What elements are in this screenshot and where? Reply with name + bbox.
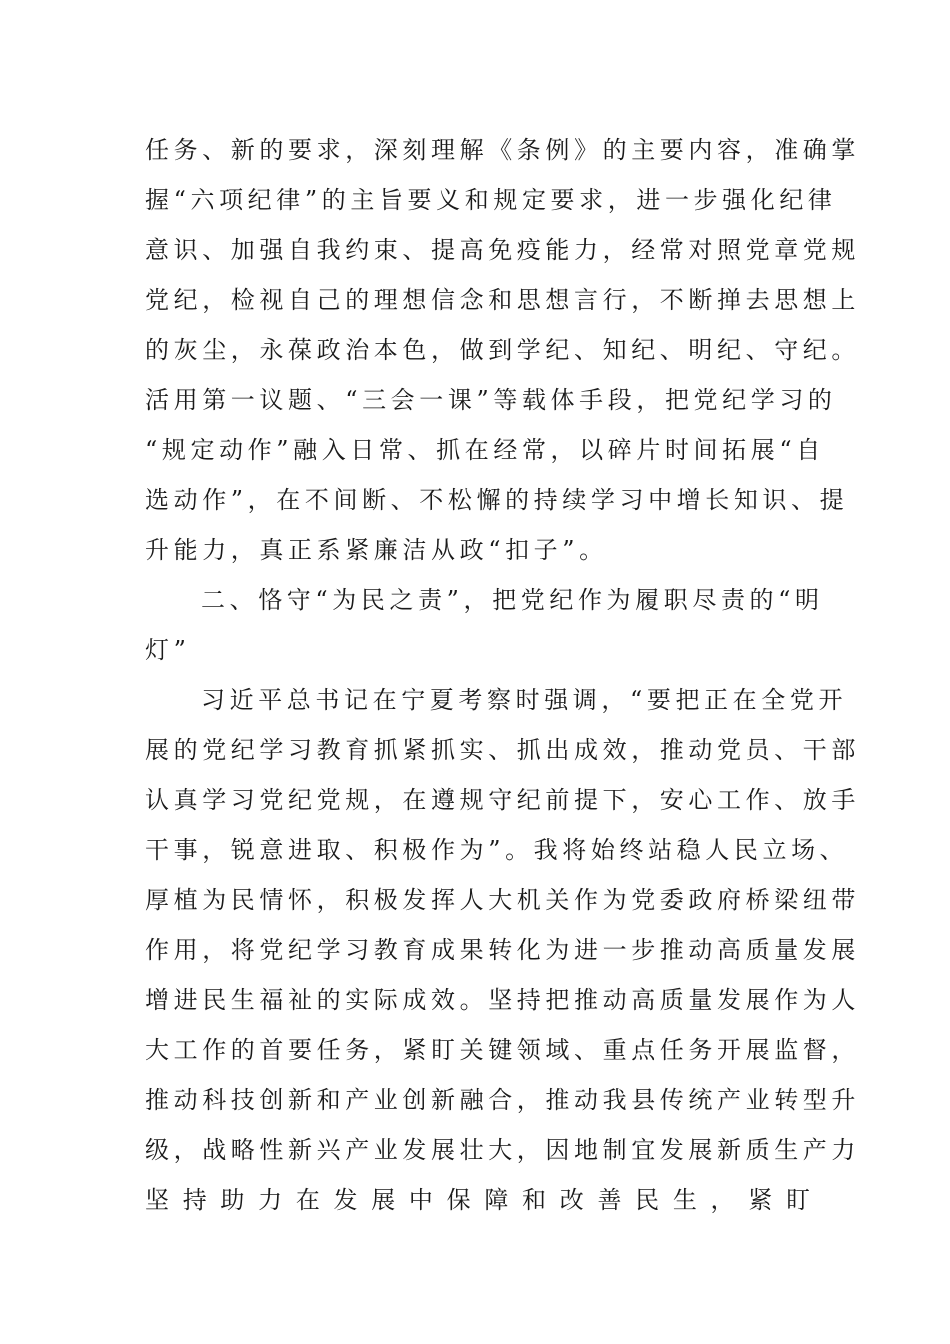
text-line: 认真学习党纪党规，在遵规守纪前提下，安心工作、放手 — [145, 786, 860, 814]
text-line: 习近平总书记在宁夏考察时强调，“要把正在全党开 — [201, 686, 848, 714]
text-line: 作用，将党纪学习教育成果转化为进一步推动高质量发展 — [145, 936, 860, 964]
text-line: 展的党纪学习教育抓紧抓实、抓出成效，推动党员、干部 — [145, 736, 860, 764]
text-line: 任务、新的要求，深刻理解《条例》的主要内容，准确掌 — [145, 136, 860, 164]
section-heading-line: 灯” — [145, 636, 191, 664]
text-line: 活用第一议题、“三会一课”等载体手段，把党纪学习的 — [145, 386, 837, 414]
text-line: “规定动作”融入日常、抓在经常，以碎片时间拓展“自 — [145, 436, 825, 464]
text-line: 大工作的首要任务，紧盯关键领域、重点任务开展监督， — [145, 1036, 860, 1064]
text-line: 增进民生福祉的实际成效。坚持把推动高质量发展作为人 — [145, 986, 860, 1014]
text-line: 党纪，检视自己的理想信念和思想言行，不断掸去思想上 — [145, 286, 860, 314]
text-line: 握“六项纪律”的主旨要义和规定要求，进一步强化纪律 — [145, 186, 837, 214]
text-line: 意识、加强自我约束、提高免疫能力，经常对照党章党规 — [145, 236, 860, 264]
section-heading-line: 二、恪守“为民之责”，把党纪作为履职尽责的“明 — [201, 586, 824, 614]
text-line: 干事，锐意进取、积极作为”。我将始终站稳人民立场、 — [145, 836, 849, 864]
text-line: 选动作”，在不间断、不松懈的持续学习中增长知识、提 — [145, 486, 849, 514]
text-line: 的灰尘，永葆政治本色，做到学纪、知纪、明纪、守纪。 — [145, 336, 860, 364]
text-line: 升能力，真正系紧廉洁从政“扣子”。 — [145, 536, 608, 564]
text-line: 级，战略性新兴产业发展壮大，因地制宜发展新质生产力 — [145, 1136, 860, 1164]
body-text — [145, 125, 860, 1225]
text-line: 推动科技创新和产业创新融合，推动我县传统产业转型升 — [145, 1086, 860, 1114]
text-line: 厚植为民情怀，积极发挥人大机关作为党委政府桥梁纽带 — [145, 886, 860, 914]
text-line-justified: 坚 持 助 力 在 发 展 中 保 障 和 改 善 民 生 ， 紧 盯 — [145, 1186, 810, 1214]
